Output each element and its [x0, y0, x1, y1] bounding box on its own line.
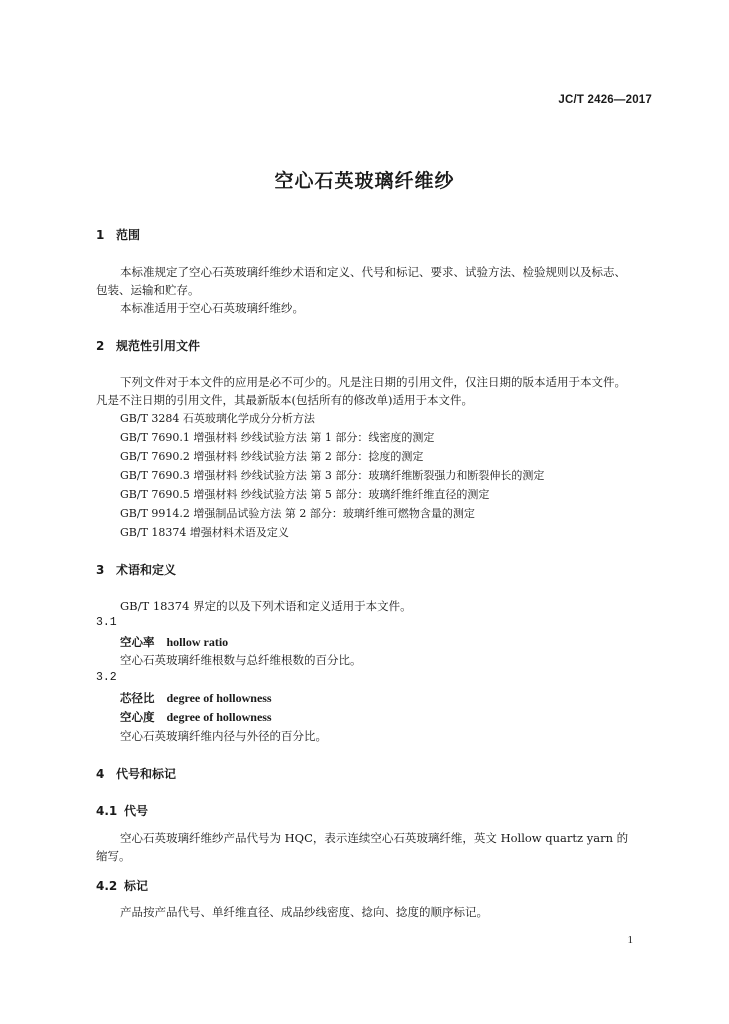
term-entry: [120, 690, 272, 706]
term-number: 3.1: [96, 616, 117, 629]
section-1-heading: [96, 226, 140, 243]
term-definition: 空心石英玻璃纤维根数与总纤维根数的百分比。: [120, 653, 362, 667]
section-title: 范围: [116, 228, 141, 242]
term-english: degree of hollowness: [166, 710, 272, 724]
section-title: 代号和标记: [116, 767, 177, 781]
paragraph-line: 凡是不注日期的引用文件，其最新版本(包括所有的修改单)适用于本文件。: [96, 393, 473, 407]
paragraph-line: 包装、运输和贮存。: [96, 283, 200, 297]
term-chinese: 空心度: [120, 710, 155, 724]
paragraph-line: 本标准适用于空心石英玻璃纤维纱。: [120, 301, 304, 315]
section-2-heading: [96, 337, 200, 354]
term-english: hollow ratio: [166, 635, 229, 649]
reference-item: GB/T 9914.2 增强制品试验方法 第 2 部分：玻璃纤维可燃物含量的测定: [120, 507, 475, 520]
reference-item: GB/T 3284 石英玻璃化学成分分析方法: [120, 412, 315, 425]
page-number: 1: [627, 934, 633, 946]
term-chinese: 芯径比: [120, 691, 155, 705]
section-3-heading: [96, 561, 176, 578]
subsection-4-2-heading: [96, 877, 148, 894]
document-code: JC/T 2426—2017: [558, 94, 652, 106]
subsection-4-1-heading: [96, 802, 148, 819]
section-number: 2: [96, 339, 105, 353]
term-entry: [120, 709, 272, 725]
term-chinese: 空心率: [120, 635, 155, 649]
reference-item: GB/T 7690.1 增强材料 纱线试验方法 第 1 部分：线密度的测定: [120, 431, 435, 444]
paragraph-line: 本标准规定了空心石英玻璃纤维纱术语和定义、代号和标记、要求、试验方法、检验规则以及标志、: [120, 265, 626, 279]
paragraph-line: 缩写。: [96, 849, 131, 863]
paragraph-line: 下列文件对于本文件的应用是必不可少的。凡是注日期的引用文件，仅注日期的版本适用于本文件。: [120, 375, 626, 389]
paragraph-line: 产品按产品代号、单纤维直径、成品纱线密度、捻向、捻度的顺序标记。: [120, 905, 488, 919]
section-title: 术语和定义: [116, 563, 177, 577]
reference-item: GB/T 7690.2 增强材料 纱线试验方法 第 2 部分：捻度的测定: [120, 450, 424, 463]
term-number: 3.2: [96, 671, 117, 684]
reference-item: GB/T 18374 增强材料术语及定义: [120, 526, 289, 539]
subsection-title: 标记: [124, 879, 149, 893]
section-number: 3: [96, 563, 105, 577]
section-number: 4: [96, 767, 105, 781]
term-definition: 空心石英玻璃纤维内径与外径的百分比。: [120, 729, 327, 743]
section-4-heading: [96, 765, 176, 782]
reference-item: GB/T 7690.3 增强材料 纱线试验方法 第 3 部分：玻璃纤维断裂强力和断裂伸长的测定: [120, 469, 545, 482]
subsection-number: 4.2: [96, 879, 118, 893]
document-title: 空心石英玻璃纤维纱: [274, 170, 455, 192]
section-title: 规范性引用文件: [116, 339, 201, 353]
section-number: 1: [96, 228, 105, 242]
reference-item: GB/T 7690.5 增强材料 纱线试验方法 第 5 部分：玻璃纤维纤维直径的测定: [120, 488, 490, 501]
term-english: degree of hollowness: [166, 691, 272, 705]
paragraph-line: 空心石英玻璃纤维纱产品代号为 HQC，表示连续空心石英玻璃纤维，英文 Hollow quartz yarn 的: [120, 831, 629, 845]
subsection-number: 4.1: [96, 804, 118, 818]
subsection-title: 代号: [124, 804, 149, 818]
term-entry: [120, 634, 228, 650]
paragraph-line: GB/T 18374 界定的以及下列术语和定义适用于本文件。: [120, 599, 412, 613]
